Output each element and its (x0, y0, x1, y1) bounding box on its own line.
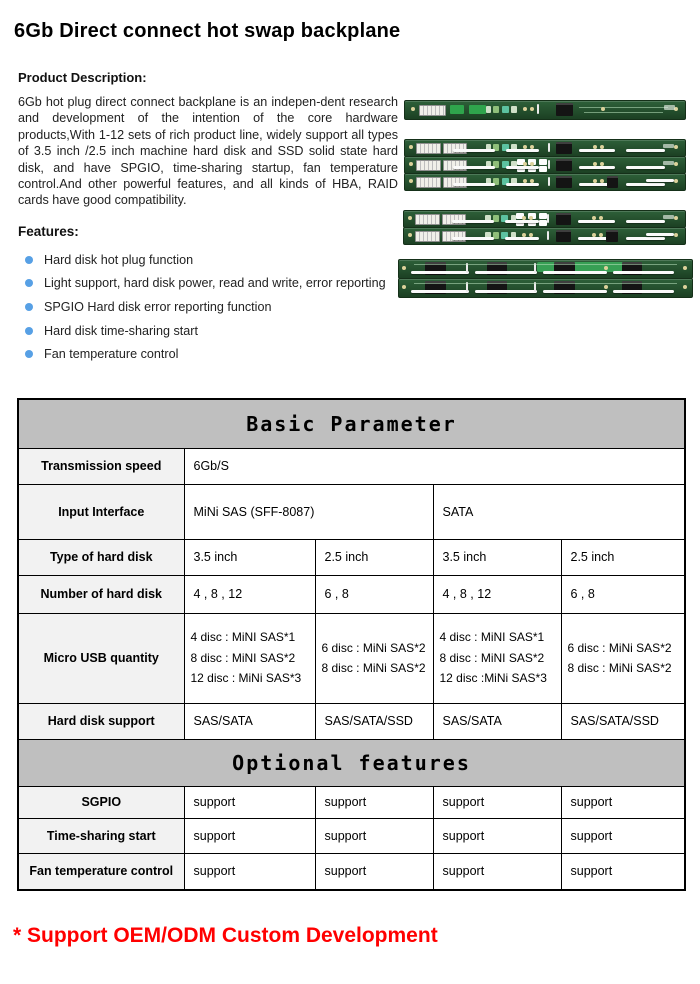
spec-value: support (184, 818, 315, 853)
spec-value (184, 613, 315, 703)
spec-value: support (561, 786, 685, 818)
feature-item (18, 342, 408, 366)
spec-value-line: 6 disc : MiNi SAS*2 (321, 640, 426, 655)
spec-value: support (184, 853, 315, 890)
spec-label: Transmission speed (18, 448, 184, 484)
spec-value: SAS/SATA/SSD (561, 703, 685, 739)
features-heading: Features: (18, 224, 79, 239)
bullet-dot-icon (25, 327, 33, 335)
feature-label: Light support, hard disk power, read and write, error reporting (44, 276, 386, 291)
bullet-dot-icon (25, 350, 33, 358)
feature-item (18, 272, 408, 296)
spec-value: support (433, 818, 561, 853)
spec-value-line: 8 disc : MiNi SAS*2 (567, 661, 672, 675)
spec-label: Micro USB quantity (18, 613, 184, 703)
feature-label: SPGIO Hard disk error reporting function (44, 299, 272, 314)
oem-odm-note: * Support OEM/ODM Custom Development (13, 924, 438, 947)
backplane-photo-double (403, 210, 684, 247)
spec-value: support (315, 818, 433, 853)
spec-value: 6 , 8 (561, 575, 685, 613)
spec-value-line: 8 disc : MiNI SAS*2 (439, 650, 545, 665)
spec-value: 4 , 8 , 12 (184, 575, 315, 613)
spec-value: 3.5 inch (184, 539, 315, 575)
spec-value-line: 6 disc : MiNi SAS*2 (567, 640, 672, 655)
bullet-dot-icon (25, 303, 33, 311)
feature-label: Fan temperature control (44, 347, 179, 362)
spec-value: 2.5 inch (315, 539, 433, 575)
bullet-dot-icon (25, 279, 33, 287)
features-list (18, 248, 408, 366)
spec-value: 6Gb/S (184, 448, 685, 484)
spec-value: 4 , 8 , 12 (433, 575, 561, 613)
spec-value: MiNi SAS (SFF-8087) (184, 484, 433, 539)
spec-value (433, 613, 561, 703)
spec-value: 2.5 inch (561, 539, 685, 575)
spec-value: support (184, 786, 315, 818)
spec-value-line: 8 disc : MiNI SAS*2 (190, 650, 296, 665)
spec-label: Number of hard disk (18, 575, 184, 613)
spec-value (315, 613, 433, 703)
backplane-photo-wide (398, 259, 691, 299)
spec-value: support (561, 818, 685, 853)
spec-label: Type of hard disk (18, 539, 184, 575)
spec-value-line: 4 disc : MiNI SAS*1 (190, 630, 296, 645)
spec-value-line: 8 disc : MiNi SAS*2 (321, 661, 426, 675)
spec-value: SATA (433, 484, 685, 539)
spec-value: SAS/SATA/SSD (315, 703, 433, 739)
spec-value-line: 12 disc :MiNi SAS*3 (439, 671, 547, 686)
spec-value: support (433, 786, 561, 818)
product-description-heading: Product Description: (18, 70, 147, 85)
spec-value: support (433, 853, 561, 890)
spec-label: Input Interface (18, 484, 184, 539)
product-description-body: 6Gb hot plug direct connect backplane is an indepen-dent research and development of the intention of the core hardware products,With 1-12 sets of rich product line, widely support all types of 3.5 inch /2.5 inch machine hard disk and SSD solid state hard disk, and have SPGIO, time-sharing startup, fan temperature control.And other powerful features, and all kinds of HBA, RAID cards have good compatibility. (18, 95, 398, 208)
backplane-photo-triple (404, 139, 684, 193)
spec-value: SAS/SATA (184, 703, 315, 739)
spec-value-line: 4 disc : MiNI SAS*1 (439, 630, 545, 645)
spec-value-line: 12 disc : MiNi SAS*3 (190, 671, 302, 686)
feature-item (18, 319, 408, 343)
spec-value: SAS/SATA (433, 703, 561, 739)
feature-item (18, 248, 408, 272)
spec-label: Time-sharing start (18, 818, 184, 853)
feature-label: Hard disk time-sharing start (44, 323, 198, 338)
page-title: 6Gb Direct connect hot swap backplane (14, 20, 401, 42)
spec-table (17, 398, 686, 891)
spec-label: SGPIO (18, 786, 184, 818)
backplane-photo-single (404, 98, 684, 120)
spec-value: 6 , 8 (315, 575, 433, 613)
spec-value: support (561, 853, 685, 890)
spec-label: Hard disk support (18, 703, 184, 739)
spec-value: support (315, 853, 433, 890)
spec-value (561, 613, 685, 703)
spec-value: 3.5 inch (433, 539, 561, 575)
table-section-optional-features: Optional features (18, 739, 685, 786)
bullet-dot-icon (25, 256, 33, 264)
table-section-basic-parameter: Basic Parameter (18, 399, 685, 448)
feature-label: Hard disk hot plug function (44, 252, 194, 267)
spec-value: support (315, 786, 433, 818)
spec-label: Fan temperature control (18, 853, 184, 890)
feature-item (18, 295, 408, 319)
